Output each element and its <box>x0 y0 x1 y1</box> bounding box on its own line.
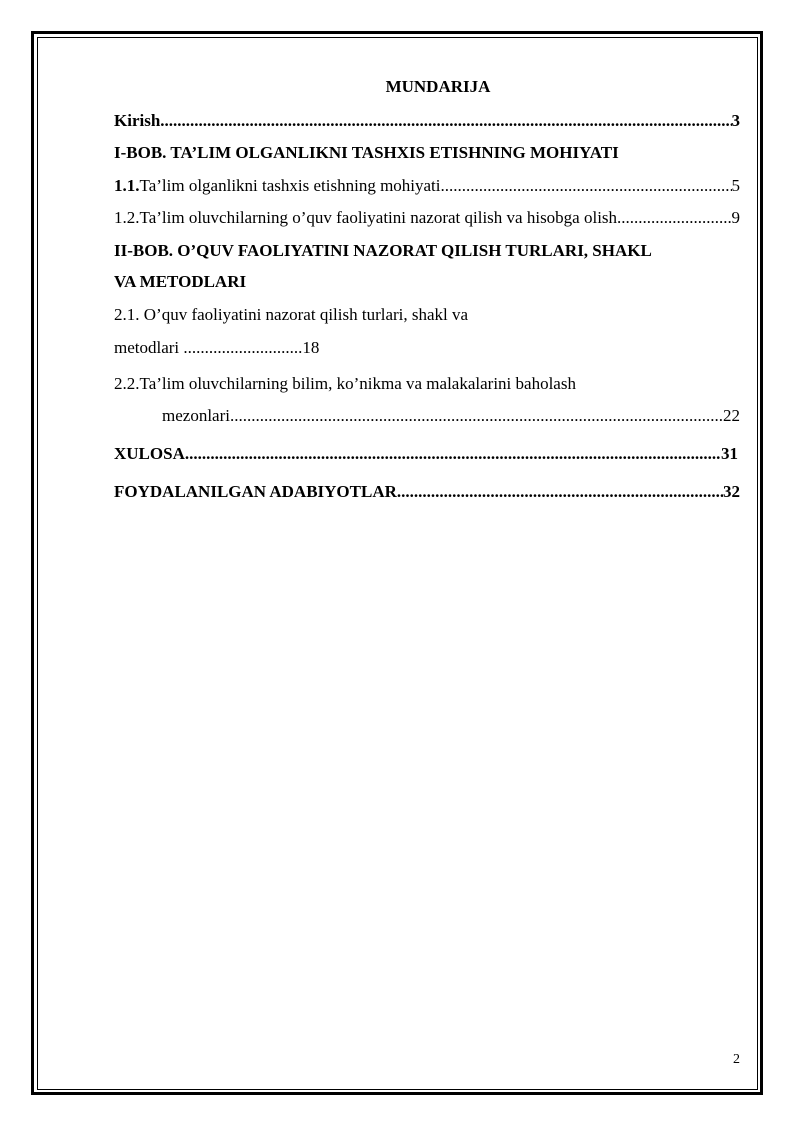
toc-entry-page: 31 <box>721 444 738 463</box>
toc-leader-dots <box>617 207 731 229</box>
toc-chapter-1-heading[interactable] <box>114 142 619 164</box>
toc-chapter-2-heading-line-1[interactable] <box>114 240 652 262</box>
toc-entry-page: 5 <box>731 176 740 195</box>
toc-entry-text: FOYDALANILGAN ADABIYOTLAR <box>114 482 397 501</box>
toc-leader-dots <box>397 481 723 503</box>
toc-entry-text: I-BOB. TA’LIM OLGANLIKNI TASHXIS ETISHNING MOHIYATI <box>114 143 619 162</box>
toc-entry-text: Kirish <box>114 111 161 130</box>
toc-leader-dots <box>441 175 732 197</box>
toc-entry-text: 2.2.Ta’lim oluvchilarning bilim, ko’nikma va malakalarini baholash <box>114 374 576 393</box>
toc-entry-kirish[interactable] <box>114 110 740 132</box>
toc-leader-dots <box>185 443 721 465</box>
toc-entry-text: mezonlari <box>162 406 230 425</box>
page-number: 2 <box>733 1052 740 1067</box>
toc-entry-2-2-line-2[interactable] <box>162 405 740 427</box>
table-of-contents <box>114 74 740 501</box>
toc-entry-page: 9 <box>731 208 740 227</box>
toc-entry-page: 22 <box>723 406 740 425</box>
toc-entry-page: 3 <box>731 111 740 130</box>
toc-entry-1-2[interactable] <box>114 207 740 229</box>
toc-entry-2-1-line-1[interactable] <box>114 304 468 326</box>
toc-entry-2-2-line-1[interactable] <box>114 373 576 395</box>
toc-entry-text: XULOSA <box>114 444 185 463</box>
toc-entry-1-1[interactable] <box>114 175 740 197</box>
toc-entry-text: 1.2.Ta’lim oluvchilarning o’quv faoliyatini nazorat qilish va hisobga olish <box>114 208 618 227</box>
toc-title: MUNDARIJA <box>385 77 491 96</box>
toc-entry-2-1-line-2[interactable] <box>114 337 319 359</box>
toc-leader-dots: ............................ <box>183 338 303 357</box>
toc-entry-xulosa[interactable] <box>114 443 738 465</box>
toc-leader-dots <box>160 110 731 132</box>
toc-chapter-2-heading-line-2[interactable] <box>114 271 246 293</box>
toc-entry-number: 1.1. <box>114 176 140 195</box>
toc-leader-dots <box>230 405 723 427</box>
toc-entry-text: metodlari <box>114 338 184 357</box>
toc-entry-text: 2.1. O’quv faoliyatini nazorat qilish turlari, shakl va <box>114 305 469 324</box>
toc-entry-text: VA METODLARI <box>114 272 247 291</box>
toc-entry-text: II-BOB. O’QUV FAOLIYATINI NAZORAT QILISH TURLARI, SHAKL <box>114 241 652 260</box>
toc-entry-text: Ta’lim olganlikni tashxis etishning mohiyati <box>139 176 441 195</box>
toc-entry-page: 32 <box>723 482 740 501</box>
toc-entry-page: 18 <box>302 338 320 357</box>
toc-entry-adabiyotlar[interactable] <box>114 481 740 503</box>
